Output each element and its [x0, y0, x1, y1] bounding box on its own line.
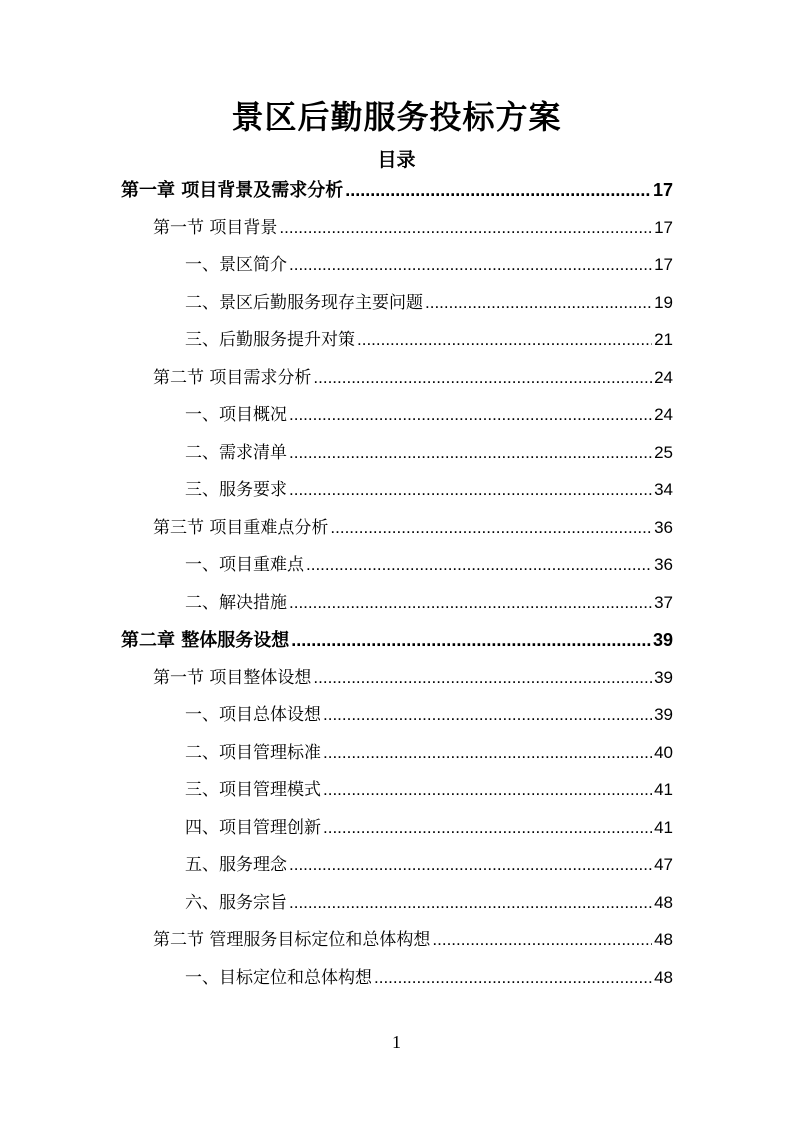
toc-entry-chapter[interactable] [121, 625, 673, 655]
toc-entry-page: 48 [654, 930, 673, 949]
toc-entry-page: 25 [654, 442, 673, 462]
toc-entry-item[interactable] [185, 288, 673, 318]
toc-entry-label: 第二节 管理服务目标定位和总体构想 [153, 930, 431, 950]
toc-dot-leader [432, 925, 652, 955]
toc-dot-leader [425, 288, 652, 318]
toc-dot-leader [313, 663, 652, 693]
toc-dot-leader [323, 775, 652, 805]
toc-entry-label: 二、景区后勤服务现存主要问题 [185, 292, 423, 313]
toc-entry-label: 一、项目概况 [185, 405, 287, 425]
toc-entry-section[interactable] [153, 363, 673, 393]
toc-entry-label: 四、项目管理创新 [185, 817, 321, 838]
toc-entry-item[interactable] [185, 438, 673, 468]
toc-entry-section[interactable] [153, 663, 673, 693]
toc-dot-leader [289, 438, 652, 468]
toc-entry-label: 第一节 项目背景 [153, 217, 278, 238]
toc-entry-page: 48 [654, 967, 673, 987]
toc-entry-section[interactable] [153, 213, 673, 243]
toc-entry-page: 40 [654, 742, 673, 762]
toc-entry-label: 一、景区简介 [185, 255, 287, 275]
toc-entry-label: 一、项目重难点 [185, 555, 304, 575]
toc-dot-leader [357, 325, 652, 355]
toc-entry-page: 36 [654, 555, 673, 574]
toc-entry-item[interactable] [185, 700, 673, 730]
toc-heading: 目录 [377, 149, 416, 171]
toc-dot-leader [323, 700, 652, 730]
toc-entry-page: 24 [654, 367, 673, 387]
toc-entry-item[interactable] [185, 963, 673, 993]
toc-entry-page: 39 [654, 667, 673, 687]
toc-entry-item[interactable] [185, 775, 673, 805]
toc-entry-label: 第二节 项目需求分析 [153, 367, 312, 388]
toc-dot-leader [323, 813, 652, 843]
toc-entry-label: 第一章 项目背景及需求分析 [121, 180, 344, 201]
toc-entry-item[interactable] [185, 400, 673, 430]
toc-dot-leader [279, 213, 652, 243]
toc-dot-leader [330, 513, 652, 543]
toc-dot-leader [323, 738, 652, 768]
toc-entry-item[interactable] [185, 475, 673, 505]
toc-entry-label: 二、项目管理标准 [185, 742, 321, 763]
toc-entry-label: 第一节 项目整体设想 [153, 667, 312, 688]
toc-entry-item[interactable] [185, 550, 673, 580]
toc-entry-page: 17 [652, 180, 673, 200]
toc-dot-leader [345, 175, 651, 205]
toc-entry-label: 五、服务理念 [185, 855, 287, 875]
toc-entry-label: 三、项目管理模式 [185, 780, 321, 800]
toc-entry-item[interactable] [185, 738, 673, 768]
toc-entry-label: 第二章 整体服务设想 [121, 630, 290, 651]
toc-entry-page: 39 [654, 705, 673, 724]
toc-dot-leader [289, 400, 652, 430]
toc-entry-page: 19 [654, 292, 673, 312]
toc-entry-page: 21 [654, 330, 673, 349]
toc-entry-label: 三、后勤服务提升对策 [185, 330, 355, 350]
toc-entry-label: 一、目标定位和总体构想 [185, 967, 372, 988]
toc-dot-leader [289, 888, 652, 918]
toc-entry-label: 六、服务宗旨 [185, 892, 287, 913]
page-number: 1 [392, 1032, 401, 1052]
toc-entry-page: 24 [654, 405, 673, 424]
toc-entry-page: 34 [654, 480, 673, 499]
toc-dot-leader [313, 363, 652, 393]
toc-entry-page: 39 [652, 630, 673, 650]
toc-entry-label: 二、需求清单 [185, 442, 287, 463]
toc-dot-leader [306, 550, 652, 580]
toc-dot-leader [289, 475, 652, 505]
toc-dot-leader [289, 850, 652, 880]
toc-entry-item[interactable] [185, 250, 673, 280]
document-title: 景区后勤服务投标方案 [231, 98, 562, 136]
toc-entry-label: 二、解决措施 [185, 592, 287, 613]
toc-entry-page: 17 [654, 217, 673, 237]
toc-entry-page: 41 [654, 780, 673, 799]
toc-entry-page: 48 [654, 892, 673, 912]
toc-entry-item[interactable] [185, 850, 673, 880]
toc-entry-item[interactable] [185, 813, 673, 843]
toc-dot-leader [291, 625, 651, 655]
toc-entry-page: 17 [654, 255, 673, 274]
toc-entry-page: 37 [654, 592, 673, 612]
toc-entry-chapter[interactable] [121, 175, 673, 205]
toc-entry-item[interactable] [185, 588, 673, 618]
toc-entry-item[interactable] [185, 888, 673, 918]
toc-entry-page: 41 [654, 817, 673, 837]
toc-entry-label: 第三节 项目重难点分析 [153, 517, 329, 538]
toc-entry-section[interactable] [153, 925, 673, 955]
toc-entry-page: 47 [654, 855, 673, 874]
toc-entry-page: 36 [654, 517, 673, 537]
toc-dot-leader [374, 963, 652, 993]
toc-entry-label: 一、项目总体设想 [185, 705, 321, 725]
toc-entry-item[interactable] [185, 325, 673, 355]
toc-dot-leader [289, 588, 652, 618]
toc-entry-label: 三、服务要求 [185, 480, 287, 500]
toc-entry-section[interactable] [153, 513, 673, 543]
toc-dot-leader [289, 250, 652, 280]
